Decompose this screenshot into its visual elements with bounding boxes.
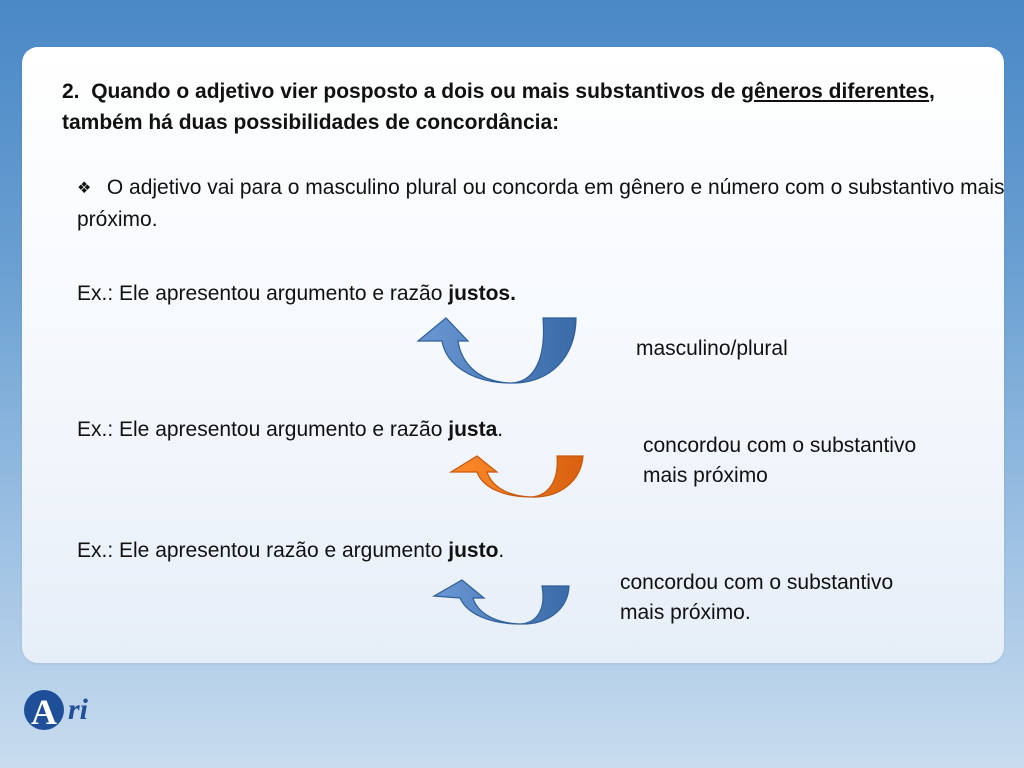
curved-arrow-icon-blue-2 bbox=[432, 578, 572, 626]
example-2-text: Ex.: Ele apresentou argumento e razão bbox=[77, 418, 449, 441]
example-3-bold: justo bbox=[448, 539, 499, 562]
heading-text: Quando o adjetivo vier posposto a dois ou mais substantivos de bbox=[91, 80, 736, 103]
diamond-bullet-icon: ❖ bbox=[77, 180, 92, 197]
note-3-line-2: mais próximo. bbox=[620, 601, 751, 624]
note-1 bbox=[636, 334, 788, 364]
example-3-suffix: . bbox=[498, 539, 505, 562]
example-2-suffix: . bbox=[497, 418, 504, 441]
example-1-text: Ex.: Ele apresentou argumento e razão bbox=[77, 282, 449, 305]
example-3-text: Ex.: Ele apresentou razão e argumento bbox=[77, 539, 449, 562]
curved-arrow-icon-orange bbox=[449, 454, 586, 500]
note-1-line-1: masculino/plural bbox=[636, 337, 788, 360]
bullet-item bbox=[77, 172, 1017, 235]
example-2-bold: justa bbox=[448, 418, 498, 441]
example-1 bbox=[77, 281, 516, 307]
note-2 bbox=[643, 431, 916, 491]
note-3 bbox=[620, 568, 893, 628]
example-3 bbox=[77, 538, 504, 564]
logo-text: ri bbox=[68, 693, 89, 726]
bullet-text: O adjetivo vai para o masculino plural ou concorda em gênero e número com o substantivo mais próximo. bbox=[77, 176, 1005, 231]
ari-logo bbox=[24, 686, 114, 734]
curved-arrow-icon-blue-1 bbox=[416, 316, 581, 386]
heading-text-after: , também há duas possibilidades de concordância: bbox=[62, 80, 935, 134]
example-1-bold: justos. bbox=[448, 282, 516, 305]
heading-number: 2. bbox=[62, 80, 80, 103]
example-2 bbox=[77, 417, 503, 443]
note-3-line-1: concordou com o substantivo bbox=[620, 571, 894, 594]
heading-underlined-text: gêneros diferentes bbox=[741, 80, 930, 103]
slide-heading bbox=[62, 76, 1002, 138]
note-2-line-2: mais próximo bbox=[643, 464, 768, 487]
logo-letter: A bbox=[31, 692, 57, 732]
note-2-line-1: concordou com o substantivo bbox=[643, 434, 917, 457]
